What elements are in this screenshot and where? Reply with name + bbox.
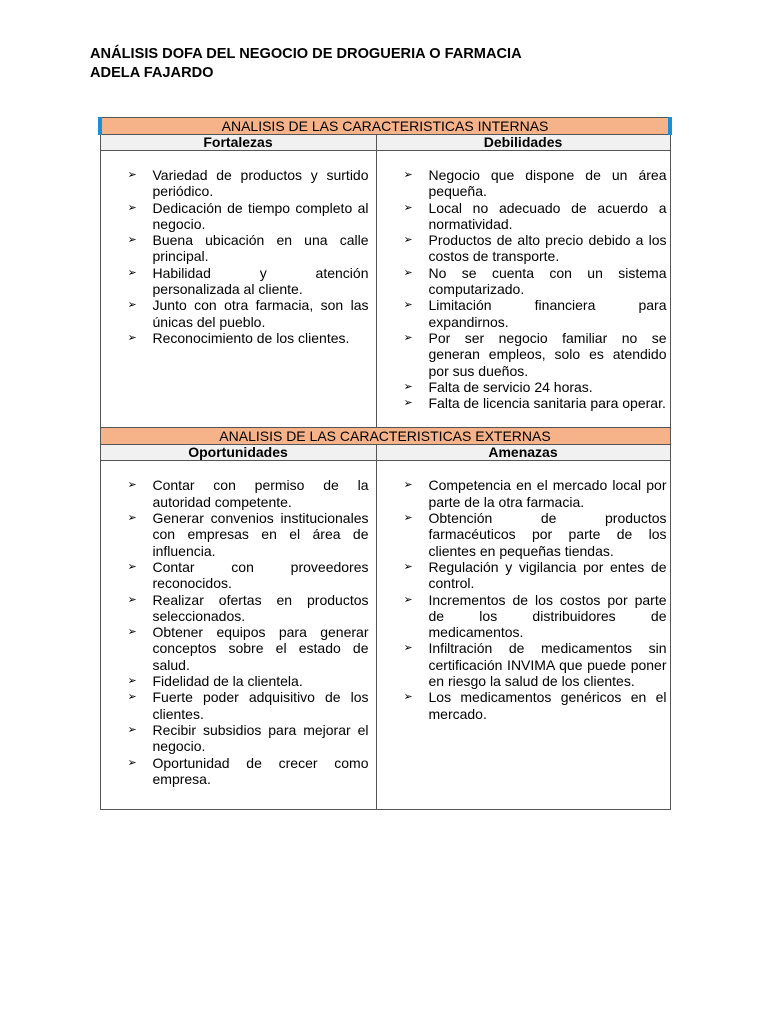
weaknesses-heading: Debilidades <box>376 135 670 151</box>
list-item: ➢ Variedad de productos y surtido periódico. <box>128 167 369 200</box>
document-title <box>90 45 522 83</box>
list-item: ➢ Falta de servicio 24 horas. <box>404 379 667 395</box>
title-line-1: ANÁLISIS DOFA DEL NEGOCIO DE DROGUERIA O FARMACIA <box>90 46 522 62</box>
list-item: ➢ Fuerte poder adquisitivo de los clientes. <box>128 689 369 722</box>
list-item: ➢ Limitación financiera para expandirnos. <box>404 297 667 330</box>
list-item: ➢ Reconocimiento de los clientes. <box>128 330 369 346</box>
list-item: ➢ No se cuenta con un sistema computarizado. <box>404 265 667 298</box>
internal-section-header: ANALISIS DE LAS CARACTERISTICAS INTERNAS <box>100 118 670 135</box>
list-item: ➢ Competencia en el mercado local por parte de la otra farmacia. <box>404 477 667 510</box>
list-item: ➢ Obtención de productos farmacéuticos por parte de los clientes en pequeñas tiendas. <box>404 510 667 559</box>
weaknesses-cell <box>376 151 670 428</box>
opportunities-list <box>128 477 369 787</box>
list-item: ➢ Infiltración de medicamentos sin certificación INVIMA que puede poner en riesgo la salud de los clientes. <box>404 640 667 689</box>
list-item: ➢ Negocio que dispone de un área pequeña. <box>404 167 667 200</box>
threats-heading: Amenazas <box>376 445 670 461</box>
list-item: ➢ Recibir subsidios para mejorar el negocio. <box>128 722 369 755</box>
list-item: ➢ Generar convenios institucionales con empresas en el área de influencia. <box>128 510 369 559</box>
list-item: ➢ Fidelidad de la clientela. <box>128 673 369 689</box>
dofa-table <box>98 117 672 810</box>
strengths-heading: Fortalezas <box>100 135 376 151</box>
list-item: ➢ Falta de licencia sanitaria para operar. <box>404 395 667 411</box>
list-item: ➢ Oportunidad de crecer como empresa. <box>128 755 369 788</box>
opportunities-cell <box>100 461 376 810</box>
list-item: ➢ Junto con otra farmacia, son las únicas del pueblo. <box>128 297 369 330</box>
list-item: ➢ Incrementos de los costos por parte de los distribuidores de medicamentos. <box>404 592 667 641</box>
title-line-2: ADELA FAJARDO <box>90 65 214 81</box>
list-item: ➢ Regulación y vigilancia por entes de control. <box>404 559 667 592</box>
list-item: ➢ Contar con proveedores reconocidos. <box>128 559 369 592</box>
list-item: ➢ Realizar ofertas en productos seleccionados. <box>128 592 369 625</box>
strengths-cell <box>100 151 376 428</box>
weaknesses-list <box>404 167 667 411</box>
list-item: ➢ Dedicación de tiempo completo al negocio. <box>128 200 369 233</box>
list-item: ➢ Local no adecuado de acuerdo a normatividad. <box>404 200 667 233</box>
opportunities-heading: Oportunidades <box>100 445 376 461</box>
threats-list <box>404 477 667 721</box>
external-section-header: ANALISIS DE LAS CARACTERISTICAS EXTERNAS <box>100 428 670 445</box>
strengths-list <box>128 167 369 346</box>
list-item: ➢ Contar con permiso de la autoridad competente. <box>128 477 369 510</box>
list-item: ➢ Productos de alto precio debido a los costos de transporte. <box>404 232 667 265</box>
list-item: ➢ Por ser negocio familiar no se generan empleos, solo es atendido por sus dueños. <box>404 330 667 379</box>
list-item: ➢ Obtener equipos para generar conceptos sobre el estado de salud. <box>128 624 369 673</box>
list-item: ➢ Buena ubicación en una calle principal. <box>128 232 369 265</box>
list-item: ➢ Habilidad y atención personalizada al cliente. <box>128 265 369 298</box>
list-item: ➢ Los medicamentos genéricos en el mercado. <box>404 689 667 722</box>
threats-cell <box>376 461 670 810</box>
